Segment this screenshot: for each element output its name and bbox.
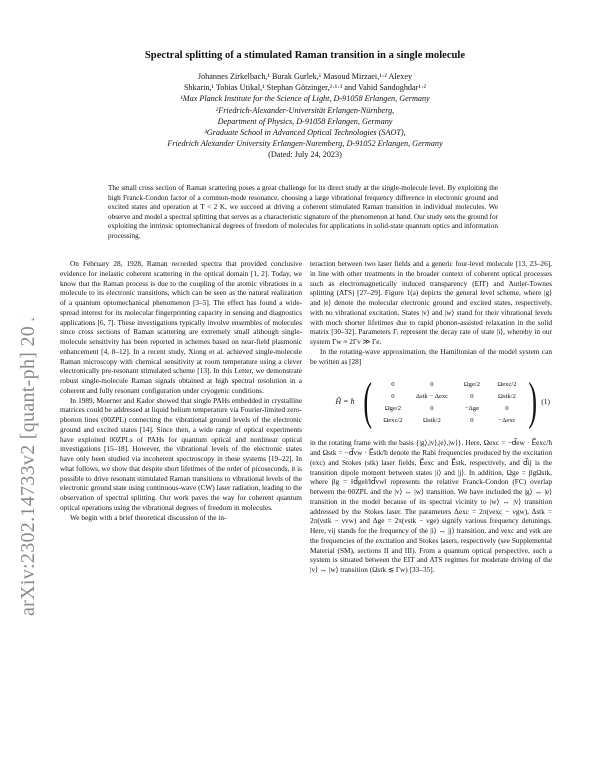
- arxiv-sidebar-stamp: [6, 318, 46, 618]
- matrix-cell: Ωstk/2: [498, 392, 516, 400]
- matrix-cell: 0: [470, 392, 474, 400]
- equation-number: (1): [541, 397, 550, 407]
- matrix-cell: −Δexc: [498, 416, 516, 424]
- matrix-cell: 0: [391, 392, 395, 400]
- matrix-cell: 0: [505, 404, 509, 412]
- matrix-cell: Ωge/2: [463, 380, 481, 388]
- matrix-cell: 0: [430, 380, 434, 388]
- matrix-cell: Ωexc/2: [497, 380, 517, 388]
- left-paren: (: [362, 373, 372, 431]
- paragraph: In 1989, Moerner and Kador showed that single PAHs embedded in crystalline matrices could be addressed at liquid helium temperature via Fourier-limited zero-phonon lines (00ZPL) connecting the vibrational ground levels of the electronic ground and excited states [14]. Since then, a wide range of optical experiments have exploited 00ZPLs of PAHs for quantum optical and nonlinear optical investigations [15–18]. However, the vibrational levels of the electronic states have only been studied via incoherent spectroscopy in these systems [19–22]. In what follows, we show that despite short lifetimes of the order of picoseconds, it is possible to drive resonant stimulated Raman transitions to vibrational levels of the electronic ground state using continuous-wave (CW) laser radiation, leading to the observation of spectral splitting. Our work paves the way for coherent quantum optical operations using the vibrational degrees of freedom in molecules.: [60, 395, 302, 512]
- right-paren: ): [528, 373, 537, 431]
- matrix-cell: Ωstk/2: [423, 416, 441, 424]
- date-line: (Dated: July 24, 2023): [268, 150, 342, 160]
- paragraph: teraction between two laser fields and a generic four-level molecule [13, 23–26], in line with other treatments in the broader context of coherent optical processes such as electromagnetically induced transparency (EIT) and Autler-Townes splitting (ATS) [27–29]. Figure 1(a) depicts the general level scheme, where |g⟩ and |e⟩ denote the molecular electronic ground and excited states, respectively, with no vibrational excitation. States |v⟩ and |w⟩ stand for their vibrational levels with much shorter lifetimes due to rapid phonon-assisted relaxation in the solid matrix [30–32]. Parameters Γᵢ represent the decay rate of state |i⟩, whereby in our system Γw ≈ 2Γv ≫ Γe.: [310, 259, 552, 346]
- paragraph: We begin with a brief theoretical discussion of the in-: [70, 512, 227, 522]
- author-line: Johannes Zirkelbach,¹ Burak Gurlek,¹ Masoud Mirzaei,¹·² Alexey: [197, 72, 413, 81]
- matrix-cell: Δstk − Δexc: [415, 392, 449, 400]
- affiliation-line: ³Graduate School in Advanced Optical Technologies (SAOT),: [204, 128, 406, 138]
- matrix-cell: 0: [430, 404, 434, 412]
- matrix-grid: [376, 376, 524, 428]
- matrix-cell: Ωexc/2: [383, 416, 403, 424]
- paragraph: On February 28, 1928, Raman recorded spectra that provided conclusive evidence for inelastic coherent scattering in the optical domain [1, 2]. Today, we know that the Raman process is due to the coupling of the atomic vibrations in a molecule to its electronic transitions, which can be seen as the natural realization of a quantum optomechanical phenomenon [3–5]. The effect has found a wide-spread interest for its molecular fingerprinting capacity in sensing and diagnostics applications [6, 7]. These investigations typically involve ensembles of molecules since cross sections of Raman scattering are extremely small although single-molecule sensitivity has been reported in schemes based on near-field plasmonic enhancement [4, 8–12]. In a recent study, Xiong et al. achieved single-molecule Raman microscopy with chemical sensitivity at room temperature using a clever electronically pre-resonant stimulated scheme [13]. In this Letter, we demonstrate robust single-molecule Raman signals obtained at high spectral resolution in a coherent and fully resonant configuration under cryogenic conditions.: [60, 259, 302, 395]
- paragraph: In the rotating-wave approximation, the Hamiltonian of the model system can be written as [28]: [310, 346, 552, 366]
- affiliation-line: ¹Max Planck Institute for the Science of Light, D-91058 Erlangen, Germany: [180, 94, 430, 104]
- affiliation-line: Friedrich Alexander University Erlangen-Nuremberg, D-91052 Erlangen, Germany: [167, 139, 443, 149]
- arxiv-id: arXiv:2302.14733v2 [quant-ph] 20 Jul 2023: [17, 318, 39, 616]
- hamiltonian-equation: [310, 371, 552, 433]
- matrix-cell: 0: [470, 416, 474, 424]
- paragraph: in the rotating frame with the basis {|g⟩,|v⟩,|e⟩,|w⟩}. Here, Ωexc = −d⃗ew · E⃗exc/ħ and Ωstk = −d⃗vw · E⃗stk/ħ denote the Rabi frequencies produced by the excitation (exc) and Stokes (stk) laser fields, E⃗exc and E⃗stk, respectively, and d⃗ij is the transition dipole moment between states |i⟩ and |j⟩. In addition, Ωge = βgΩstk, where βg = ‖d⃗ge‖/‖d⃗vw‖ represents the relative Franck-Condon (FC) overlap between the 00ZPL and the |v⟩ ↔ |w⟩ transition. We have included the |g⟩ ↔ |e⟩ transition in the model because of its spectral vicinity to |w⟩ ↔ |v⟩ transition addressed by the Stokes laser. The parameters Δexc = 2π(νexc − νgw), Δstk = 2π(νstk − νvw) and Δge = 2π(νstk − νge) signify various frequency detunings. Here, νij stands for the frequency of the |i⟩ ↔ |j⟩ transition, and νexc and νstk are the frequencies of the excitation and Stokes lasers, respectively (see Supplemental Material (SM), sections II and III). From a quantum optical perspective, such a system is situated between the EIT and ATS regimes for moderate driving of the |v⟩ ↔ |w⟩ transition (Ωstk ≲ Γw) [33–35].: [310, 438, 552, 574]
- matrix-cell: −Δge: [464, 404, 480, 412]
- author-line: Shkarin,¹ Tobias Utikal,¹ Stephan Götzinger,²·¹·³ and Vahid Sandoghdar¹·²: [184, 83, 426, 93]
- affiliation-line: Department of Physics, D-91058 Erlangen, Germany: [217, 116, 393, 126]
- left-column: [60, 259, 302, 522]
- right-column: [310, 259, 552, 575]
- abstract: The small cross section of Raman scattering poses a great challenge for its direct study at the single-molecule level. By exploiting the high Franck-Condon factor of a common-mode resonance, choosing a large vibrational frequency difference in electronic ground and excited states and operation at T < 2 K, we succeed at driving a coherent stimulated Raman transition in individual molecules. We observe and model a spectral splitting that serves as a characteristic signature of the phenomenon at hand. Our study sets the ground for exploiting the intrinsic optomechanical degrees of freedom of molecules for applications in solid-state quantum optics and information processing.: [108, 184, 498, 240]
- hamiltonian-matrix: [359, 373, 542, 431]
- arxiv-stamp-svg: [6, 318, 46, 618]
- equation-lhs: Ĥ = ħ: [335, 397, 355, 407]
- affiliation-line: ²Friedrich-Alexander-Universität Erlangen-Nürnberg,: [215, 105, 395, 115]
- matrix-cell: 0: [391, 380, 395, 388]
- author-block: [95, 71, 515, 161]
- matrix-cell: Ωge/2: [384, 404, 402, 412]
- paper-title: Spectral splitting of a stimulated Raman transition in a single molecule: [144, 50, 466, 61]
